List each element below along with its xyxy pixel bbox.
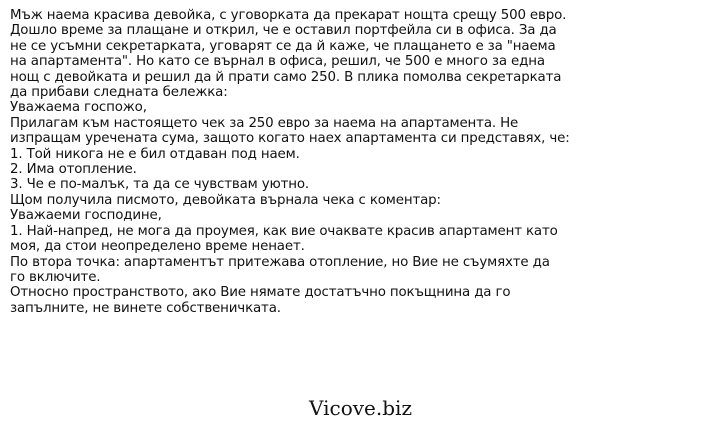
joke-line: По втора точка: апартаментът притежава отопление, но Вие не съумяхте да	[10, 254, 550, 270]
joke-line: нощ с девойката и решил да й прати само 250. В плика помолва секретарката	[10, 69, 562, 85]
site-watermark: Vicove.biz	[309, 396, 412, 420]
joke-line: Мъж наема красива девойка, с уговорката да прекарат нощта срещу 500 евро.	[10, 8, 567, 23]
joke-line: моя, да стои неопределено време ненает.	[10, 239, 305, 255]
joke-line: Относно пространството, ако Вие нямате достатъчно покъщнина да го	[10, 285, 511, 301]
joke-line: на апартамента". Но като се върнал в офиса, решил, че 500 е много за една	[10, 54, 545, 70]
joke-line: Щом получила писмото, девойката върнала чека с коментар:	[10, 192, 441, 208]
joke-line: да прибави следната бележка:	[10, 85, 228, 101]
joke-line: 1. Той никога не е бил отдаван под наем.	[10, 146, 300, 162]
joke-line: Дошло време за плащане и открил, че е оставил портфейла си в офиса. За да	[10, 23, 557, 39]
joke-line: 3. Че е по-малък, та да се чувствам уютно.	[10, 177, 309, 193]
joke-line: 1. Най-напред, не мога да проумея, как вие очаквате красив апартамент като	[10, 223, 558, 239]
joke-line: Уважаема госпожо,	[10, 100, 147, 116]
joke-line: Уважаеми господине,	[10, 208, 162, 224]
joke-line: не се усъмни секретарката, уговарят се да й каже, че плащането е за "наема	[10, 38, 556, 54]
joke-line: 2. Има отопление.	[10, 162, 137, 178]
joke-line: изпращам уречената сума, защото когато наех апартамента си представях, че:	[10, 131, 570, 147]
joke-line: Прилагам към настоящето чек за 250 евро за наема на апартамента. Не	[10, 115, 519, 131]
joke-line: запълните, не винете собственичката.	[10, 300, 281, 316]
joke-text-block	[10, 8, 710, 316]
joke-line: го включите.	[10, 269, 101, 285]
